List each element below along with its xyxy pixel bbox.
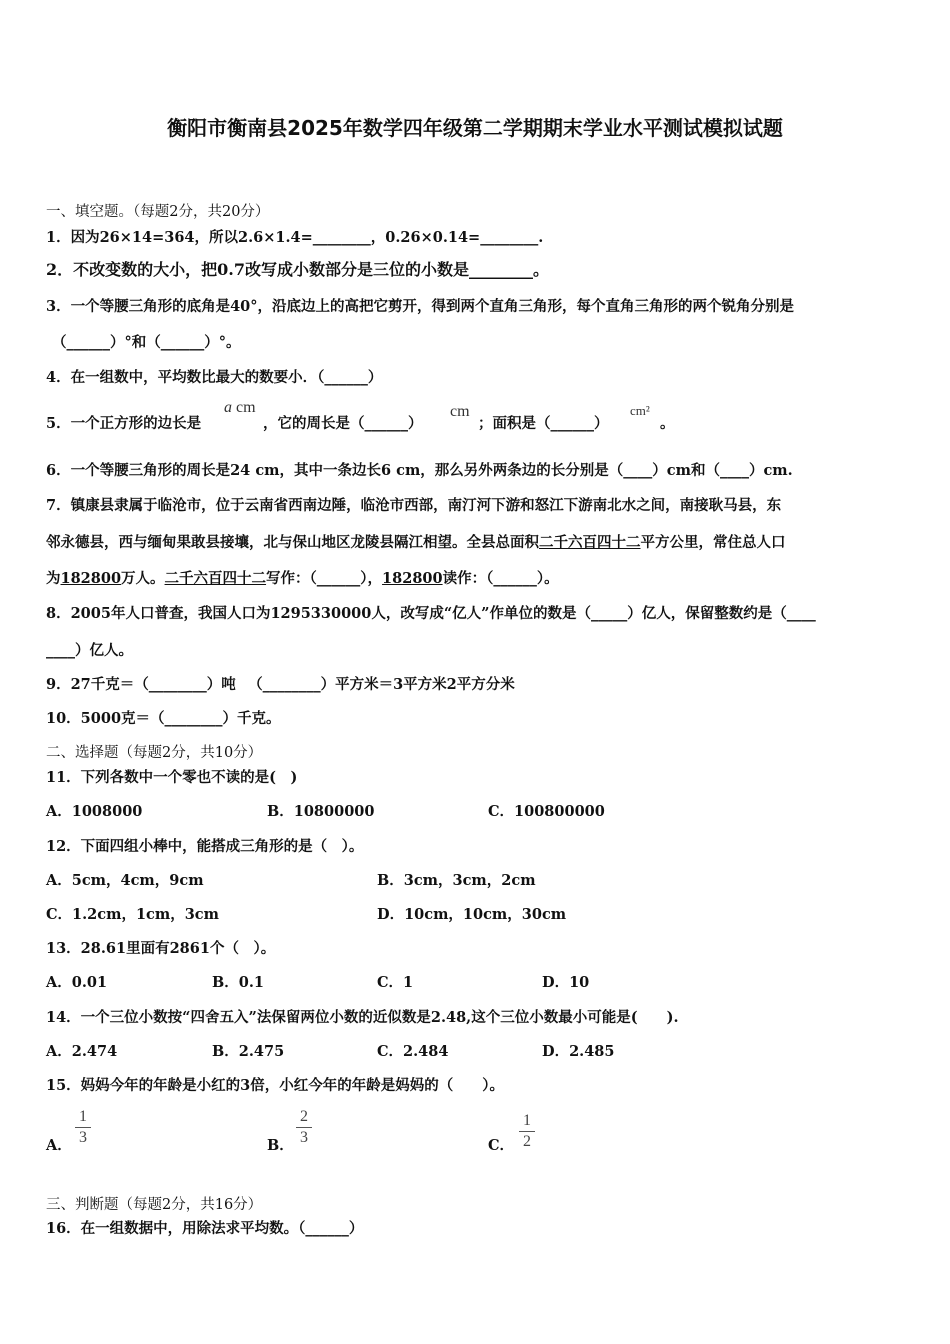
question-5-part-b: ，它的周长是（______） [263, 415, 423, 432]
q15-option-c-label[interactable]: C． [488, 1137, 515, 1154]
question-7-line-1: 7．镇康县隶属于临沧市，位于云南省西南边陲，临沧市西部，南汀河下游和怒江下游南北水之间，南接耿马县，东 [46, 497, 782, 514]
q14-option-b[interactable]: B．2.475 [212, 1043, 285, 1060]
question-8-line-2: ____）亿人。 [46, 642, 133, 659]
denominator: 3 [300, 1129, 308, 1146]
fraction-bar [296, 1127, 312, 1128]
q7-text: 平方公里，常住总人口 [640, 534, 786, 551]
area-unit: cm² [630, 403, 650, 418]
perimeter-unit: cm [450, 403, 470, 420]
q7-area-words: 二千六百四十二 [539, 534, 641, 551]
side-unit: cm [236, 399, 256, 416]
q11-option-a[interactable]: A．1008000 [46, 803, 143, 820]
q12-option-c[interactable]: C．1.2cm，1cm，3cm [46, 906, 219, 923]
q15-option-b-label[interactable]: B． [267, 1137, 294, 1154]
question-3-line-2: （______）°和（______）°。 [52, 334, 241, 351]
section-2-heading: 二、选择题（每题2分，共10分） [46, 745, 263, 761]
q7-text: 邻永德县，西与缅甸果敢县接壤，北与保山地区龙陵县隔江相望。全县总面积 [46, 534, 539, 551]
page-title: 衡阳市衡南县2025年数学四年级第二学期期末学业水平测试模拟试题 [167, 116, 783, 140]
q15-option-a-label[interactable]: A． [46, 1137, 72, 1154]
numerator: 1 [523, 1112, 531, 1129]
question-9: 9．27千克＝（________）吨 （________）平方米＝3平方米2平方分米 [46, 676, 515, 693]
q7-area-words: 二千六百四十二 [164, 570, 267, 587]
fraction-bar [75, 1127, 91, 1128]
question-16: 16．在一组数据中，用除法求平均数。（______） [46, 1220, 364, 1237]
numerator: 1 [79, 1108, 87, 1125]
q14-option-d[interactable]: D．2.485 [542, 1043, 615, 1060]
q7-population: 182800 [382, 570, 443, 587]
question-11: 11．下列各数中一个零也不读的是( ) [46, 769, 298, 786]
q7-text: 读作：（______）。 [442, 570, 559, 587]
denominator: 3 [79, 1129, 87, 1146]
q14-option-c[interactable]: C．2.484 [377, 1043, 449, 1060]
question-8-line-1: 8．2005年人口普查，我国人口为1295330000人，改写成“亿人”作单位的数是（_____）亿人，保留整数约是（____ [46, 605, 816, 622]
q13-option-d[interactable]: D．10 [542, 974, 590, 991]
q12-option-d[interactable]: D．10cm，10cm，30cm [377, 906, 567, 923]
q15-option-c-fraction[interactable] [519, 1112, 535, 1151]
q14-option-a[interactable]: A．2.474 [46, 1043, 118, 1060]
q13-option-b[interactable]: B．0.1 [212, 974, 264, 991]
section-1-heading: 一、填空题。（每题2分，共20分） [46, 204, 270, 220]
question-10: 10．5000克＝（________）千克。 [46, 710, 281, 727]
question-1: 1．因为26×14=364，所以2.6×1.4=________，0.26×0.14=________. [46, 229, 544, 246]
q15-option-b-fraction[interactable] [296, 1108, 312, 1147]
q7-text: 写作：（______）， [266, 570, 383, 587]
q13-option-a[interactable]: A．0.01 [46, 974, 108, 991]
side-variable: a [224, 399, 232, 416]
q7-population: 182800 [60, 570, 122, 587]
q12-option-b[interactable]: B．3cm，3cm，2cm [377, 872, 536, 889]
q11-option-b[interactable]: B．10800000 [267, 803, 375, 820]
question-13: 13．28.61里面有2861个（ ）。 [46, 940, 276, 957]
question-7-line-3 [46, 569, 559, 589]
q12-option-a[interactable]: A．5cm，4cm，9cm [46, 872, 204, 889]
question-15: 15．妈妈今年的年龄是小红的3倍，小红今年的年龄是妈妈的（ ）。 [46, 1077, 505, 1094]
section-3-heading: 三、判断题（每题2分，共16分） [46, 1197, 263, 1213]
fraction-bar [519, 1131, 535, 1132]
question-14: 14．一个三位小数按“四舍五入”法保留两位小数的近似数是2.48,这个三位小数最小可能是( ). [46, 1009, 679, 1026]
question-3-line-1: 3．一个等腰三角形的底角是40°，沿底边上的高把它剪开，得到两个直角三角形，每个直角三角形的两个锐角分别是 [46, 298, 795, 315]
question-5-part-d: 。 [660, 415, 675, 432]
question-2: 2．不改变数的大小，把0.7改写成小数部分是三位的小数是________。 [46, 260, 549, 279]
denominator: 2 [523, 1133, 531, 1150]
question-4: 4．在一组数中，平均数比最大的数要小．（______） [46, 369, 383, 386]
question-5-part-a: 5．一个正方形的边长是 [46, 415, 202, 432]
q7-text: 万人。 [121, 570, 165, 587]
question-6: 6．一个等腰三角形的周长是24 cm，其中一条边长6 cm，那么另外两条边的长分别是（____）cm和（____）cm. [46, 462, 793, 479]
question-7-line-2 [46, 533, 786, 553]
question-5-part-c: ；面积是（______） [478, 415, 609, 432]
side-length-expression [224, 399, 256, 417]
q7-text: 为 [46, 570, 61, 587]
question-12: 12．下面四组小棒中，能搭成三角形的是（ ）。 [46, 838, 364, 855]
q11-option-c[interactable]: C．100800000 [488, 803, 605, 820]
q13-option-c[interactable]: C．1 [377, 974, 414, 991]
numerator: 2 [300, 1108, 308, 1125]
q15-option-a-fraction[interactable] [75, 1108, 91, 1147]
